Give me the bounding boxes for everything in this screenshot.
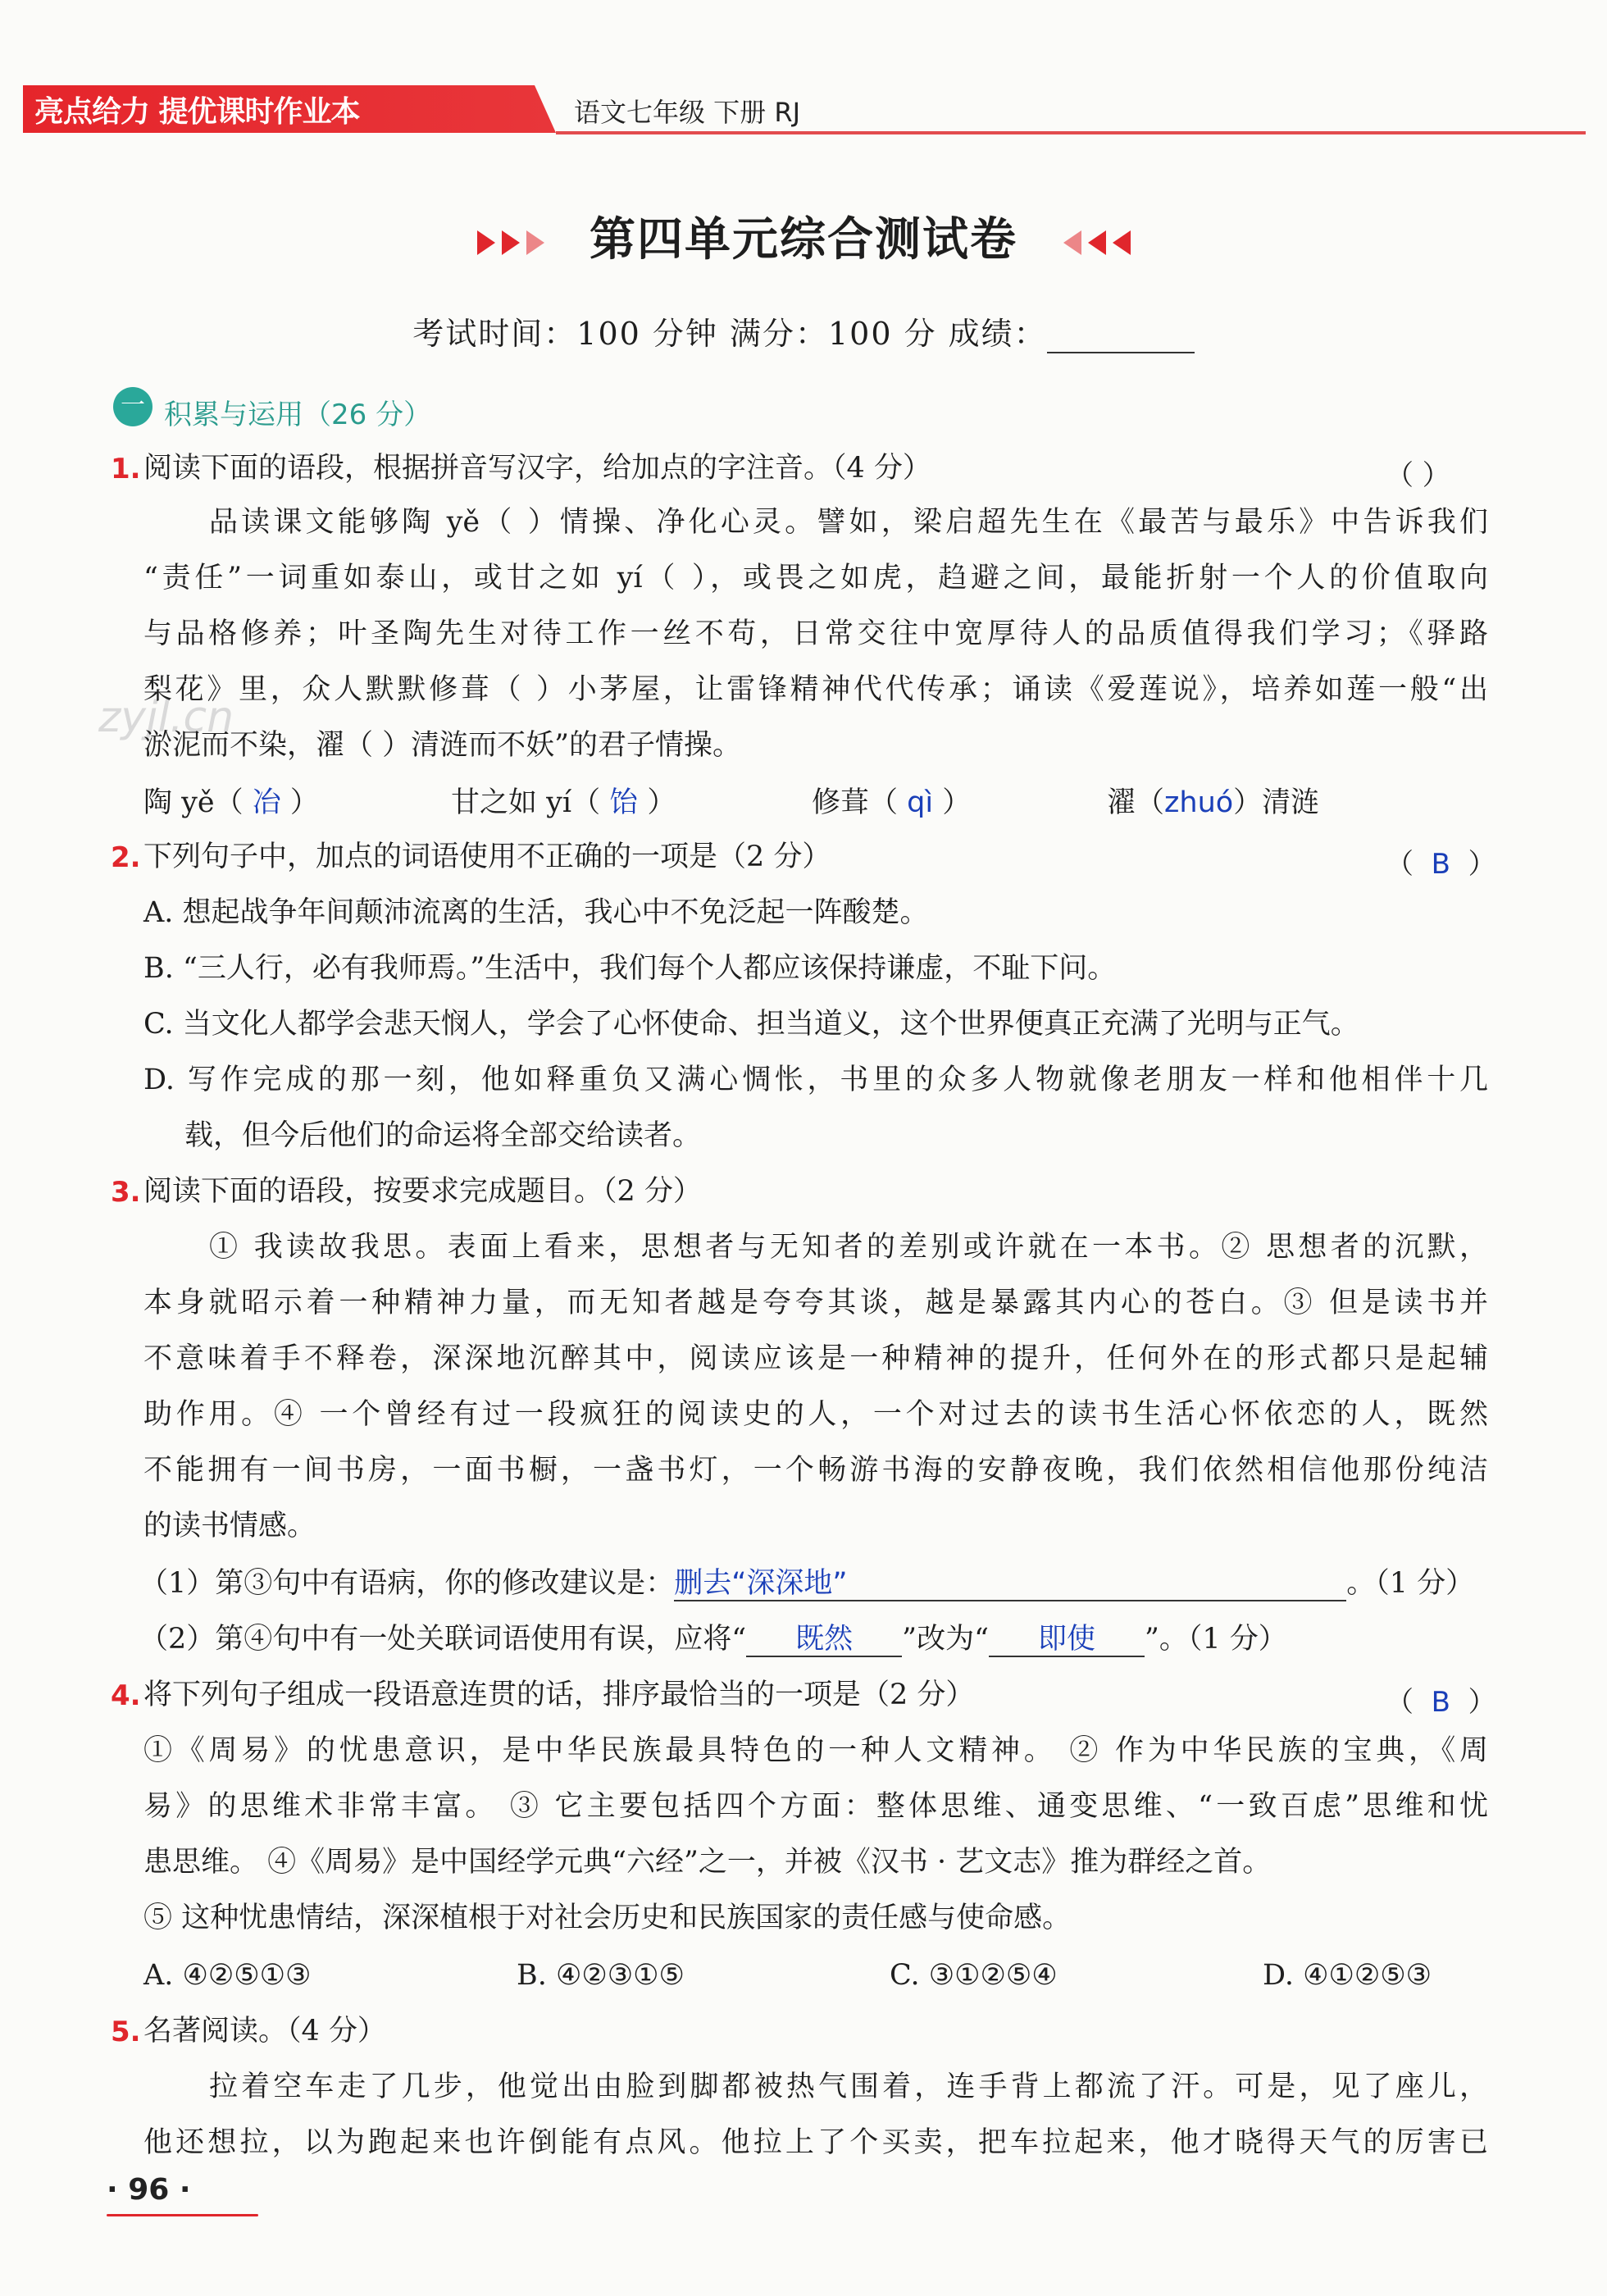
option-c: C. ③①②⑤④ <box>890 1959 1058 1992</box>
answer-item: 陶 yě（ 冶 ） <box>143 786 319 819</box>
passage-line: 本身就昭示着一种精神力量，而无知者越是夸夸其谈，越是暴露其内心的苍白。③ 但是读书并 <box>143 1287 1488 1319</box>
section-title: 积累与运用（26 分） <box>164 399 432 431</box>
passage-line: ① 我读故我思。表面上看来，思想者与无知者的差别或许就在一本书。② 思想者的沉默， <box>209 1231 1488 1264</box>
option-d-cont: 载，但今后他们的命运将全部交给读者。 <box>184 1119 702 1152</box>
answer-item: 濯（zhuó）清涟 <box>1107 786 1320 819</box>
exam-meta-text: 考试时间：100 分钟 满分：100 分 成绩： <box>412 316 1047 352</box>
handwritten-answer: 饴 <box>609 786 639 819</box>
passage-line: 与品格修养；叶圣陶先生对待工作一丝不苟，日常交往中宽厚待人的品质值得我们学习；《驿路 <box>143 617 1488 650</box>
sentence-line: 患思维。 ④《周易》是中国经学元典“六经”之一，并被《汉书 · 艺文志》推为群经之首。 <box>143 1846 1272 1879</box>
arrow-right-icon <box>526 230 544 255</box>
arrow-right-icon <box>477 230 495 255</box>
option-a: A. 想起战争年间颠沛流离的生活，我心中不免泛起一阵酸楚。 <box>143 896 929 929</box>
sub-question-1: （1）第③句中有语病，你的修改建议是：删去“深深地” 。（1 分） <box>139 1567 1475 1600</box>
exam-meta <box>0 308 1607 353</box>
passage-line: 他还想拉，以为跑起来也许倒能有点风。他拉上了个买卖，把车拉起来，他才晓得天气的厉害已 <box>143 2126 1488 2159</box>
passage-line: 梨花》里，众人默默修葺（ ）小茅屋，让雷锋精神代代传承；诵读《爱莲说》，培养如莲一般“出 <box>143 673 1488 706</box>
arrow-left-icon <box>1113 230 1131 255</box>
sub-question-2: （2）第④句中有一处关联词语使用有误，应将“ 既然 ”改为“ 即使 ”。（1 分） <box>139 1623 1287 1656</box>
title-text: 第四单元综合测试卷 <box>590 213 1017 266</box>
option-a: A. ④②⑤①③ <box>143 1959 312 1992</box>
header-rule <box>556 131 1586 134</box>
section-badge: 一 <box>113 387 153 426</box>
answer-paren: （ B ） <box>1386 848 1496 881</box>
arrow-left-icon <box>1063 230 1081 255</box>
passage-line: 拉着空车走了几步，他觉出由脸到脚都被热气围着，连手背上都流了汗。可是，见了座儿， <box>209 2070 1488 2103</box>
page-number-rule <box>107 2214 258 2216</box>
passage-line: “责任”一词重如泰山，或甘之如 yí（ ），或畏之如虎，趋避之间，最能折射一个人的价值取向 <box>143 562 1488 594</box>
handwritten-answer: B <box>1431 848 1450 881</box>
answer-paren: （ B ） <box>1386 1686 1496 1719</box>
question-number: 3. <box>111 1176 141 1209</box>
question-stem: 阅读下面的语段，按要求完成题目。（2 分） <box>143 1175 702 1208</box>
answer-blank[interactable]: 既然 <box>746 1623 902 1657</box>
passage-line: 助作用。④ 一个曾经有过一段疯狂的阅读史的人，一个对过去的读书生活心怀依恋的人，既然 <box>143 1398 1488 1431</box>
question-number: 5. <box>111 2016 141 2048</box>
passage-line: 淤泥而不染，濯（ ）清涟而不妖”的君子情操。 <box>143 729 742 762</box>
score-blank[interactable] <box>1047 324 1195 353</box>
arrow-left-icon <box>1088 230 1106 255</box>
passage-line: 品读课文能够陶 yě（ ）情操、净化心灵。譬如，梁启超先生在《最苦与最乐》中告诉我们 <box>209 506 1488 539</box>
sentence-line: ⑤ 这种忧患情结，深深植根于对社会历史和民族国家的责任感与使命感。 <box>143 1902 1072 1934</box>
question-number: 4. <box>111 1679 141 1712</box>
passage-line: 的读书情感。 <box>143 1510 316 1542</box>
passage-line: 不意味着手不释卷，深深地沉醉其中，阅读应该是一种精神的提升，任何外在的形式都只是起辅 <box>143 1342 1488 1375</box>
page-number: · 96 · <box>107 2173 191 2207</box>
question-number: 2. <box>111 841 141 874</box>
page-title <box>0 203 1607 269</box>
answer-blank[interactable]: 即使 <box>989 1623 1145 1657</box>
passage-line: 不能拥有一间书房，一面书橱，一盏书灯，一个畅游书海的安静夜晚，我们依然相信他那份纯洁 <box>143 1454 1488 1487</box>
handwritten-answer: qì <box>907 786 934 819</box>
answer-item: 修葺（ qì ） <box>812 786 972 819</box>
question-stem: 将下列句子组成一段语意连贯的话，排序最恰当的一项是（2 分） <box>143 1679 975 1711</box>
question-stem: 名著阅读。（4 分） <box>143 2015 386 2048</box>
option-d: D. ④①②⑤③ <box>1263 1959 1432 1992</box>
handwritten-answer: zhuó <box>1164 786 1234 819</box>
option-b: B. ④②③①⑤ <box>517 1959 685 1992</box>
answer-item: 甘之如 yí（ 饴 ） <box>451 786 676 819</box>
answer-blank[interactable]: 删去“深深地” <box>674 1567 1346 1601</box>
book-info: 语文七年级 下册 RJ <box>574 97 801 128</box>
series-title: 亮点给力 提优课时作业本 <box>34 95 360 129</box>
handwritten-answer: B <box>1431 1686 1450 1719</box>
option-c: C. 当文化人都学会悲天悯人，学会了心怀使命、担当道义，这个世界便真正充满了光明与正气。 <box>143 1008 1359 1041</box>
answer-paren: （ ） <box>1386 459 1450 492</box>
option-d: D. 写作完成的那一刻，他如释重负又满心惆怅，书里的众多人物就像老朋友一样和他相伴十几 <box>143 1064 1488 1096</box>
sentence-line: ①《周易》的忧患意识，是中华民族最具特色的一种人文精神。 ② 作为中华民族的宝典，《周 <box>143 1734 1488 1767</box>
sentence-line: 易》的思维术非常丰富。 ③ 它主要包括四个方面：整体思维、通变思维、“一致百虑”思维和忧 <box>143 1790 1488 1823</box>
question-stem: 下列句子中，加点的词语使用不正确的一项是（2 分） <box>143 840 831 873</box>
question-stem: 阅读下面的语段，根据拼音写汉字，给加点的字注音。（4 分） <box>143 452 931 485</box>
watermark: zyjl.cn <box>98 693 234 742</box>
handwritten-answer: 冶 <box>252 786 281 819</box>
question-number: 1. <box>111 453 141 485</box>
arrow-right-icon <box>502 230 520 255</box>
option-b: B. “三人行，必有我师焉。”生活中，我们每个人都应该保持谦虚，不耻下问。 <box>143 952 1117 985</box>
